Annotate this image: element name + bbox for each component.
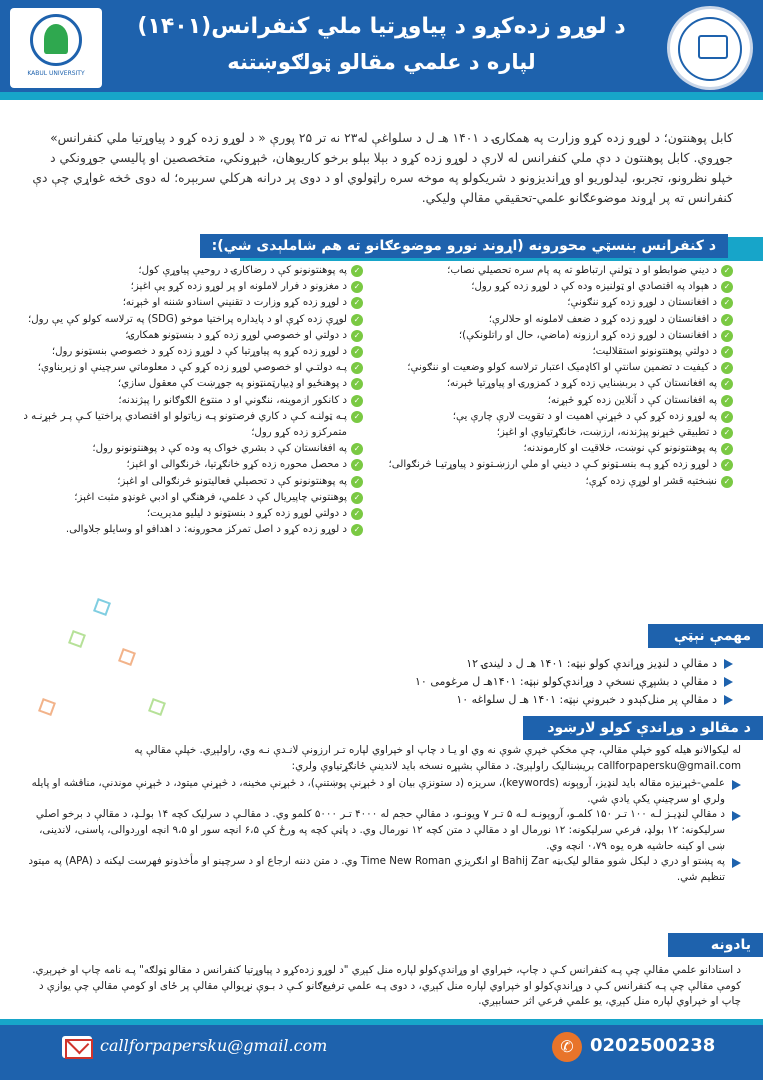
- list-item: [22, 807, 741, 854]
- rules-banner: [523, 716, 763, 740]
- check-icon: ✓: [721, 314, 733, 326]
- check-icon: ✓: [721, 459, 733, 471]
- rules-paragraph: له ليکوالانو هيله کوو خپلې مقالې، چې مخکې خپرې شوې نه وي او يـا د چاپ او خپراوي لپاره تـر ارزونې لانـدې نـه وي، راولېږي. خپلې مقالې په callforpapersku@gmail.com بريښناليک راولېږئ. د مقالې بشپړه نسخه بايد لاندينې ځانګړتياوې ولري:: [134, 744, 741, 772]
- arrow-icon: [732, 811, 741, 821]
- list-item-text: د مغزونو د فرار لاملونه او پر لوړو زده کړو يې اغېز؛: [130, 281, 347, 293]
- dates-heading: مهمې نېټې: [673, 628, 751, 644]
- list-item-text: په پوهنتونونو کې د رضاکارۍ د روحيې پياوړې کول؛: [138, 265, 347, 276]
- list-item: [200, 691, 733, 709]
- list-item-text: د پوهنځيو او ډيپارټمنټونو په جوړښت کې معقول سازي؛: [117, 378, 347, 390]
- title-line-2: لپاره د علمي مقالو ټولګوښتنه: [227, 50, 536, 74]
- check-icon: ✓: [351, 314, 363, 326]
- list-item: [388, 360, 733, 376]
- check-icon: ✓: [721, 427, 733, 439]
- footer-phone[interactable]: 0202500238: [590, 1035, 716, 1056]
- list-item: [18, 522, 363, 538]
- list-item: [18, 474, 363, 490]
- check-icon: ✓: [721, 265, 733, 277]
- list-item-text: پوهنتوني چاپيريال کې د علمي، فرهنګي او ادبي غونډو مثبت اغېز؛: [74, 491, 347, 503]
- list-item-text: د لوړو زده کړو پـه بنسـټونو کـې د ديني او ملي ارزښـتونو د پياوړتيـا څرنګوالی؛: [388, 459, 717, 471]
- check-icon: ✓: [351, 346, 363, 358]
- list-item: [18, 409, 363, 441]
- footer-email[interactable]: callforpapersku@gmail.com: [100, 1036, 328, 1055]
- list-item-text: د کيفيت د تضمين سانتې او اکاډميک اعتبار ترلاسه کولو وضعيت او ننګونې؛: [407, 362, 717, 374]
- list-item-text: د افغانستان د لوړو زده کړو ارزونه (ماضي، حال او راتلونکې)؛: [458, 329, 717, 341]
- intro-paragraph: کابل پوهنتون؛ د لوړو زده کړو وزارت په همکارۍ د ۱۴۰۱ هـ ل د سلواغې له۲۳ نه تر ۲۵ پورې « د لوړو زده کړو د پیاوړتیا ملي کنفرانس» جوړوي. کابل پوهنتون د دې ملي کنفرانس له لارې د لوړو زده کړو د بېلا بېلو برخو کاریوهان، څېړونکي، متخصصین او پالیسي جوړونکي د خپلو نظرونو، تجربو، لیدلوریو او وړاندیزونو د شریکولو په موخه سره راټولوي او د دوی پر درانه هرکلي سربېره؛ له دوی څخه غواړي چې دې کنفرانس ته پر اړوند موضوعګانو علمي-تحقیقي مقالې ولیکي.: [32, 131, 733, 205]
- check-icon: ✓: [351, 508, 363, 520]
- list-item-text: د مقالې لنډيـز لـه ۱۰۰ تـر ۱۵۰ کلمـو، آروېونـه لـه ۵ تـر ۷ ويونـو، د مقالې حجم له ۴۰۰۰ تـر ۵۰۰۰ کلمو وي. د مقالـې د سرليک کچه ۱۴ بولـډ، د مقالې د برخو اصلي سرليکونه: ۱۲ بولډ، فرعي سرليکونه: ۱۲ نورمال او د مقالې د متن کچه ۱۲ نورمال وي. د پاڼې کچه په ورځ کې ۶،۵ انچه سور او ۹،۵ انچه اوږدوالی، پاسنی، لاندينی، ښی او کينه حاشيه هره يوه ۰،۷۹ انچه وي.: [35, 808, 725, 852]
- check-icon: ✓: [351, 297, 363, 309]
- mail-icon: [62, 1036, 92, 1058]
- decor-square-icon: [93, 598, 111, 616]
- list-item-text: د لوړو زده کړو وزارت د تقنيني اسنادو شننه او څېړنه؛: [122, 297, 347, 309]
- list-item: [18, 360, 363, 376]
- list-item-text: پـه ټولنـه کـې د کاري فرصتونو پـه زياتولو او اقتصادي پراختيا کـې پـر څېړنـه د متمرکزو زده کړو رول؛: [23, 410, 347, 439]
- kabul-university-seal: [667, 6, 753, 90]
- list-item: [18, 263, 363, 279]
- logo-left-caption: KABUL UNIVERSITY: [27, 70, 85, 77]
- check-icon: ✓: [351, 443, 363, 455]
- decor-square-icon: [118, 648, 136, 666]
- list-item: [18, 312, 363, 328]
- check-icon: ✓: [351, 411, 363, 423]
- list-item: [388, 328, 733, 344]
- list-item-text: د افغانستان د لوړو زده کړو ننګونې؛: [567, 297, 717, 309]
- list-item-text: د دولتي او خصوصي لوړو زده کړو د بنسټونو همکارۍ؛: [125, 329, 347, 341]
- list-item: [18, 441, 363, 457]
- check-icon: ✓: [351, 524, 363, 536]
- reminder-heading: يادونه: [710, 937, 751, 953]
- check-icon: ✓: [721, 297, 733, 309]
- check-icon: ✓: [721, 411, 733, 423]
- decor-square-icon: [38, 698, 56, 716]
- list-item-text: د ديني ضوابطو او د ټولنې ارتباطو ته په پام سره تحصيلي نصاب؛: [447, 265, 717, 276]
- check-icon: ✓: [721, 476, 733, 488]
- phone-icon: ✆: [552, 1032, 582, 1062]
- list-item: [18, 457, 363, 473]
- list-item: [18, 376, 363, 392]
- list-item: [22, 776, 741, 807]
- list-item: [18, 279, 363, 295]
- list-item-text: په پوهنتونونو کې نوښت، خلاقيت او کارموندنه؛: [523, 443, 717, 455]
- list-item: [22, 854, 741, 885]
- rules-heading: د مقالو د وړاندې کولو لارښود: [547, 720, 751, 736]
- arrow-icon: [732, 780, 741, 790]
- check-icon: ✓: [351, 459, 363, 471]
- list-item-text: د دولتي پوهنتونونو استقلاليت؛: [592, 346, 717, 358]
- list-item: [388, 312, 733, 328]
- check-icon: ✓: [351, 330, 363, 342]
- list-item-text: د لوړو زده کړو د اصل تمرکز محورونه: د اهدافو او وسايلو جلاوالی.: [65, 524, 347, 536]
- check-icon: ✓: [721, 346, 733, 358]
- list-item: [388, 409, 733, 425]
- topics-banner: [200, 234, 728, 258]
- header-accent-stripe: [0, 92, 763, 100]
- list-item: [18, 344, 363, 360]
- list-item-text: د محصل محوره زده کړو خانګړتيا، څرنګوالی او اغېز؛: [126, 459, 347, 471]
- list-item: [18, 393, 363, 409]
- arrow-icon: [732, 858, 741, 868]
- list-item-text: د لوړو زده کړو په پياوړتيا کې د لوړو زده کړو د خصوصي بنسټونو رول؛: [51, 346, 347, 358]
- rules-list: [22, 776, 741, 885]
- reminder-text: د استادانو علمي مقالې چې پـه کنفرانس کـې د چاپ، خپراوي او وړاندې‌کولو لپاره منل کېږي "د لوړو زده‌کړو د پياوړتيا کنفرانس د مقالو ټولګه" پـه نامه چاپ او خپرېږي. کومې مقالې چې پـه کنفرانس کـې د وړاندې‌کولو او خپراوي لپاره منل کېږي، د دوی پـه علمي ترفيع‌ګانو کـې د بـوې نړيوالې مقالې پر ځای او کومې مقالې چې يوازې د چاپ او خپراوي لپاره منل کېږي، يو علمي فرعي اثر حسابېږي.: [32, 964, 741, 1008]
- list-item-text: د هېواد په اقتصادي او ټولنيزه وده کې د لوړو زده کړو رول؛: [471, 281, 717, 293]
- check-icon: ✓: [351, 378, 363, 390]
- list-item-text: په افغانستان کې د بشري خواک په وده کې د پوهنتونونو رول؛: [92, 443, 347, 455]
- list-item: [388, 295, 733, 311]
- list-item: [388, 425, 733, 441]
- rules-section: [22, 743, 741, 885]
- list-item: [388, 457, 733, 473]
- list-item: [18, 490, 363, 506]
- list-item-text: د تطبيقي څېړنو پېژندنه، ارزښت، خانګړتياوې او اغېز؛: [496, 427, 717, 439]
- check-icon: ✓: [721, 378, 733, 390]
- list-item-text: نښختيه قشر او لوړې زده کړې؛: [585, 475, 717, 487]
- decor-square-icon: [68, 630, 86, 648]
- list-item: [388, 263, 733, 279]
- list-item: [18, 295, 363, 311]
- check-icon: ✓: [351, 395, 363, 407]
- list-item-text: په پښتو او دري د ليکل شوو مقالو ليک‌بڼه Bahij Zar او انګريزي Time New Roman وي. د متن دننه ارجاع او د سرچينو او مأخذونو فهرست ليکنه د (APA) په ميتود تنظيم شي.: [28, 855, 725, 883]
- tree-icon: [44, 24, 68, 54]
- list-item: [388, 376, 733, 392]
- decor-square-icon: [148, 698, 166, 716]
- list-item-text: لوړې زده کړې او د پايداره پراختيا موخو (SDG) په ترلاسه کولو کې يې رول؛: [28, 313, 347, 325]
- list-item: [18, 328, 363, 344]
- list-item: [388, 441, 733, 457]
- list-item-text: د دولتي لوړو زده کړو د بنسټونو د ليليو مديريت؛: [146, 508, 347, 520]
- check-icon: ✓: [721, 362, 733, 374]
- list-item-text: په لوړو زده کړو کې د څېړنې اهميت او د تقويت لارې چارې يې؛: [452, 410, 717, 422]
- topics-left-list: [18, 263, 363, 538]
- arrow-icon: [724, 677, 733, 687]
- list-item-text: د مقالې د لنډيز وړاندې کولو نېټه: ۱۴۰۱ هـ ل د ليندۍ ۱۲: [466, 657, 717, 670]
- list-item: [388, 474, 733, 490]
- check-icon: ✓: [351, 362, 363, 374]
- list-item-text: علمي-څېړنيزه مقاله بايد لنډيز، آروېونه (keywords)، سريزه (د ستونزې بيان او د څېړنې پوښتنې)، د څېړنې مخينه، د څېړنې ميتود، د څېړنې موندنې، مناقشه او پايله ولري او سرچينې يکې يادې شي.: [31, 777, 725, 805]
- check-icon: ✓: [721, 330, 733, 342]
- list-item-text: د مقالې د بشپړې نسخې د وړاندې‌کولو نېټه: ۱۴۰۱هـ ل مرغومی ۱۰: [415, 675, 717, 688]
- list-item: [388, 344, 733, 360]
- dates-banner: [648, 624, 763, 648]
- check-icon: ✓: [721, 395, 733, 407]
- topics-left-column: [18, 263, 363, 538]
- list-item: [388, 279, 733, 295]
- list-item: [18, 506, 363, 522]
- list-item: [388, 393, 733, 409]
- list-item-text: په پوهنتونونو کې د تحصيلي فعاليتونو څرنګوالی او اغېز؛: [117, 475, 347, 487]
- arrow-icon: [724, 695, 733, 705]
- topics-right-list: [388, 263, 733, 490]
- list-item-text: د افغانستان د لوړو زده کړو د ضعف لاملونه او حلالرې؛: [488, 313, 717, 325]
- list-item-text: پـه دولتـي او خصوصي لوړو زده کړو کې د معلوماتي سرچينې او زېربناوې؛: [37, 362, 347, 374]
- list-item-text: د مقالې پر منل‌کېدو د خبرونې نېټه: ۱۴۰۱ هـ ل سلواغه ۱۰: [456, 693, 717, 706]
- check-icon: ✓: [721, 281, 733, 293]
- check-icon: ✓: [351, 281, 363, 293]
- check-icon: ✓: [351, 492, 363, 504]
- ministry-logo: [10, 8, 102, 88]
- list-item-text: په افغانستان کې د آنلاين زده کړو څېړنه؛: [547, 394, 717, 406]
- check-icon: ✓: [721, 443, 733, 455]
- title-line-1: د لوړو زده‌کړو د پیاوړتیا ملي کنفرانس(۱۴۰۱): [137, 14, 626, 39]
- check-icon: ✓: [351, 476, 363, 488]
- list-item: [200, 673, 733, 691]
- arrow-icon: [724, 659, 733, 669]
- list-item-text: په افغانستان کې د بربښنايي زده کړو د کمزورۍ او پياوړتيا څېرنه؛: [446, 378, 717, 390]
- book-icon: [698, 35, 728, 59]
- check-icon: ✓: [351, 265, 363, 277]
- reminder-banner: [668, 933, 763, 957]
- topics-right-column: [388, 263, 733, 490]
- list-item: [200, 655, 733, 673]
- dates-list: [200, 655, 733, 709]
- list-item-text: د کانکور ازموينه، ننګوني او د منتوع الګوګانو را پېژندنه؛: [118, 394, 347, 406]
- topics-heading: د کنفرانس بنسټي محورونه (اړوند نورو موضوعګانو ته هم شاملېدی شي):: [211, 238, 716, 254]
